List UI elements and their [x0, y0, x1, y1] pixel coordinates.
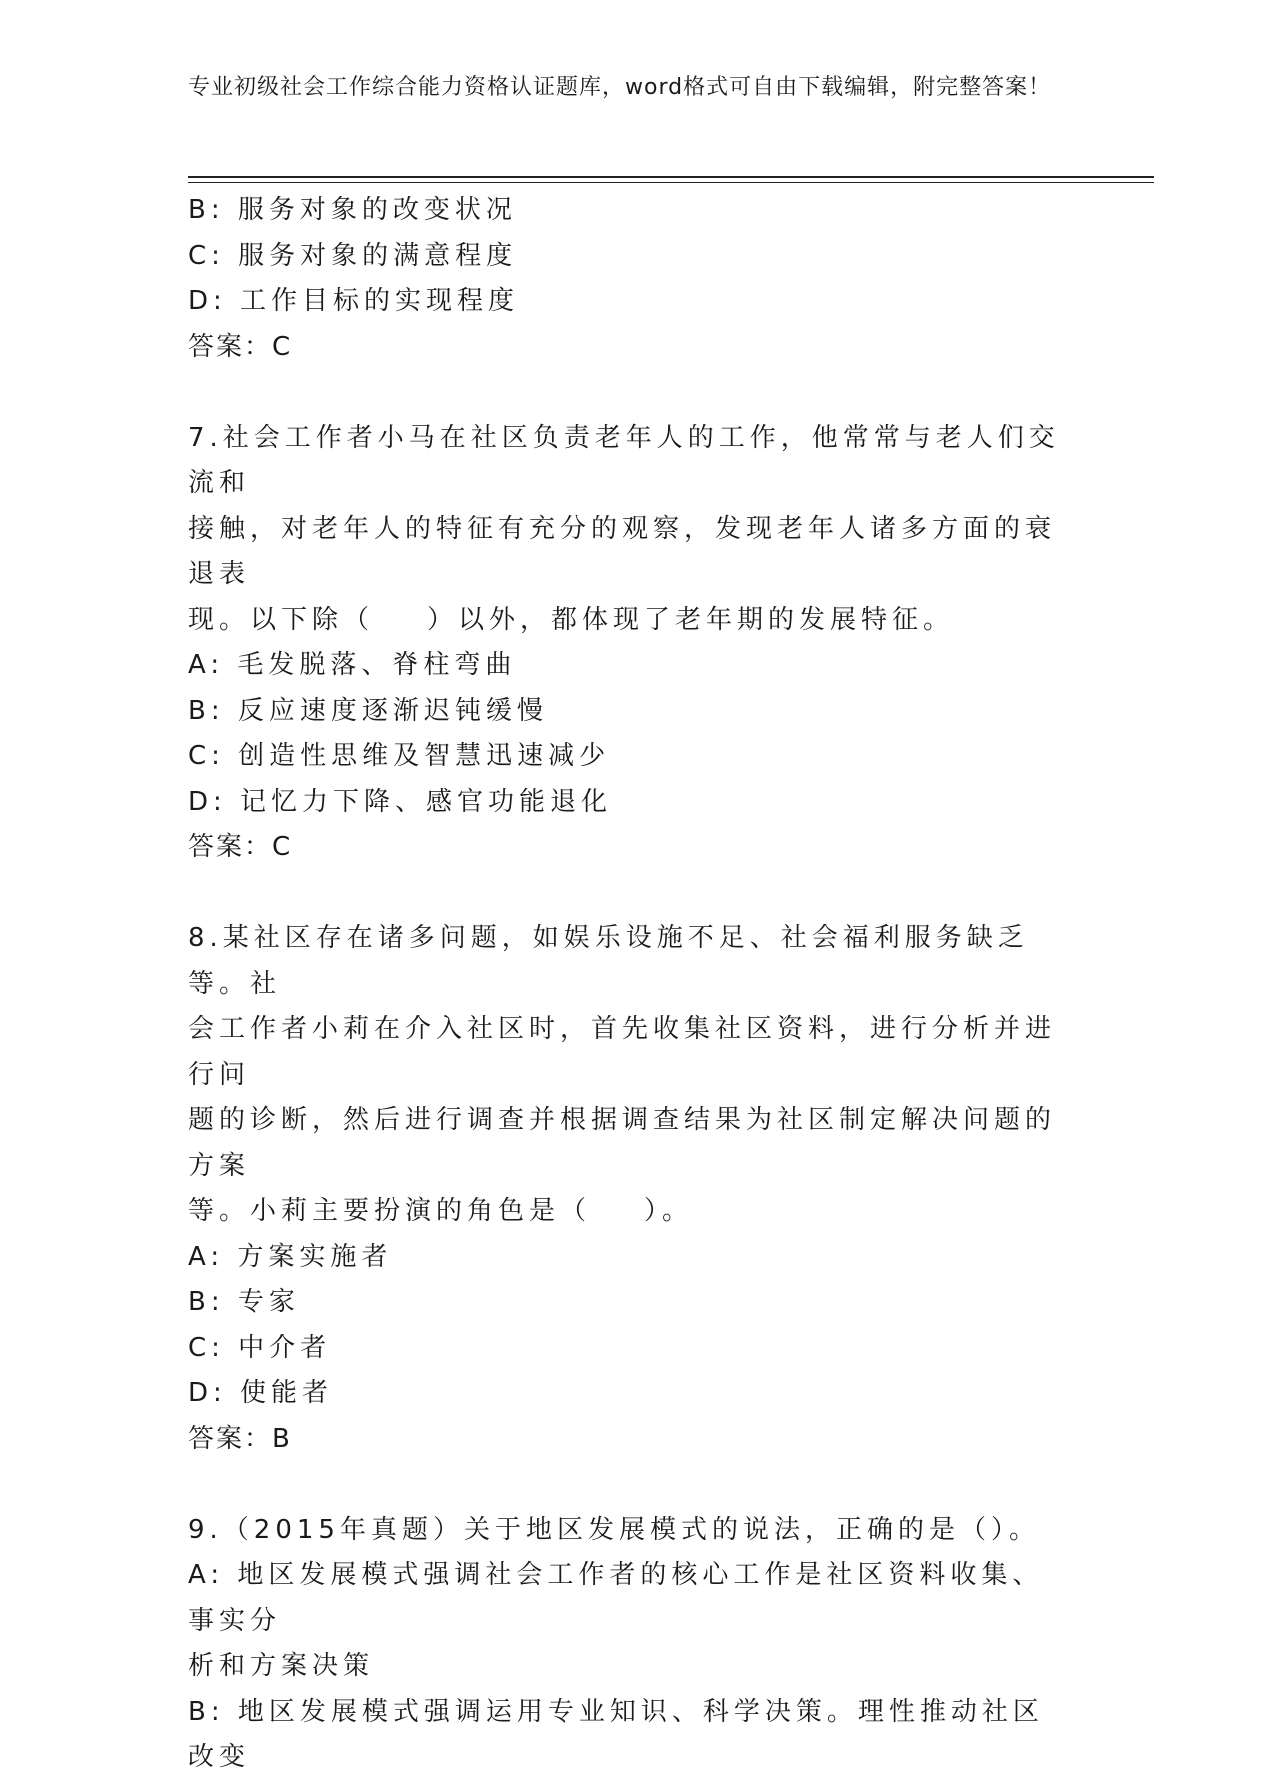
spacer	[188, 1462, 1068, 1508]
question-stem-line: 7.社会工作者小马在社区负责老年人的工作，他常常与老人们交流和	[188, 422, 1060, 498]
question-stem-line: 9.（2015年真题）关于地区发展模式的说法，正确的是（）。	[188, 1514, 1040, 1545]
question-stem-line: 接触，对老年人的特征有充分的观察，发现老年人诸多方面的衰退表	[188, 513, 1057, 589]
question-stem-line: 8.某社区存在诸多问题，如娱乐设施不足、社会福利服务缺乏等。社	[188, 923, 1029, 999]
option-line: C: 创造性思维及智慧迅速减少	[188, 741, 611, 771]
option-line: B: 专家	[188, 1287, 300, 1317]
option-line: D: 使能者	[188, 1378, 334, 1408]
option-line: A: 方案实施者	[188, 1241, 393, 1272]
header-rule-thin	[188, 182, 1154, 183]
option-line-continued: 析和方案决策	[188, 1651, 375, 1681]
spacer	[188, 871, 1068, 917]
option-line: D: 记忆力下降、感官功能退化	[188, 786, 613, 817]
question-content	[188, 188, 1068, 1781]
answer-line: 答案：C	[188, 331, 293, 362]
option-line: D: 工作目标的实现程度	[188, 286, 520, 316]
option-line: A: 地区发展模式强调社会工作者的核心工作是社区资料收集、事实分	[188, 1560, 1044, 1636]
answer-line: 答案：C	[188, 832, 293, 862]
question-stem-line: 会工作者小莉在介入社区时，首先收集社区资料，进行分析并进行问	[188, 1014, 1057, 1090]
document-header: 专业初级社会工作综合能力资格认证题库，word格式可自由下载编辑，附完整答案！	[188, 75, 1052, 100]
option-line: A: 毛发脱落、脊柱弯曲	[188, 650, 517, 680]
option-line: B: 服务对象的改变状况	[188, 195, 517, 225]
header-rule-thick	[188, 176, 1154, 178]
option-line: C: 中介者	[188, 1332, 332, 1363]
question-stem-line: 现。以下除（ ）以外，都体现了老年期的发展特征。	[188, 604, 955, 635]
option-line: B: 反应速度逐渐迟钝缓慢	[188, 695, 548, 726]
answer-line: 答案：B	[188, 1423, 292, 1454]
option-line: C: 服务对象的满意程度	[188, 240, 518, 271]
question-stem-line: 等。小莉主要扮演的角色是（ ）。	[188, 1196, 694, 1226]
question-stem-line: 题的诊断，然后进行调查并根据调查结果为社区制定解决问题的方案	[188, 1105, 1057, 1181]
spacer	[188, 370, 1068, 416]
option-line: B: 地区发展模式强调运用专业知识、科学决策。理性推动社区改变	[188, 1696, 1044, 1772]
